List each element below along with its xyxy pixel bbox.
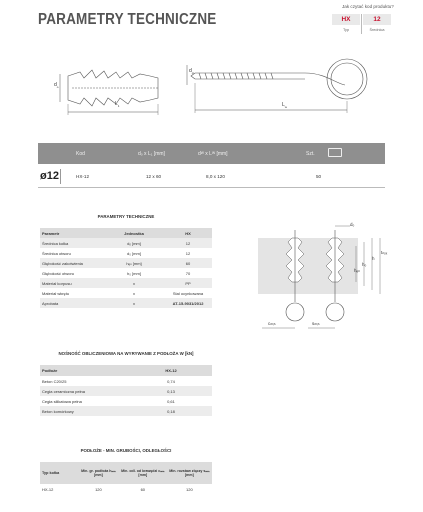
main-table-row [38, 167, 385, 188]
cell: 12 [185, 240, 191, 246]
params-h-hx: HX [185, 230, 191, 236]
table-row [40, 376, 212, 386]
table-row [40, 386, 212, 396]
table-row [40, 268, 212, 278]
min-table [40, 462, 212, 494]
plug-label-l: $L_1$ [115, 101, 120, 108]
cell-pcs: 50 [316, 174, 322, 179]
header-dim-screw: dᵂ x Lᵂ [mm] [198, 151, 228, 157]
cell: x [133, 300, 135, 306]
min-h-spacing: Min. rozstaw złączy sₘᵢₙ [mm] [169, 469, 210, 477]
install-label-h: h [372, 256, 375, 261]
header-pcs: Szt. [306, 151, 315, 157]
table-row [40, 298, 212, 308]
install-label-tfix: tₙₒₓ [381, 250, 388, 255]
cell: Średnica kołka [42, 240, 69, 246]
table-row [40, 484, 212, 494]
cell: hₑₙ [mm] [126, 260, 142, 266]
cell: 12 [185, 250, 191, 256]
cell: Aprobata [42, 300, 59, 306]
cell: Stal ocynkowana [172, 290, 204, 296]
params-table [40, 228, 212, 308]
cell: Głębokość zakotwienia [42, 260, 83, 266]
cell-dim-screw: 8,0 x 120 [206, 174, 225, 179]
cell: 0,13 [167, 388, 175, 394]
cell: Materiał wkrętu [42, 290, 70, 296]
min-h-type: Typ kołka [42, 471, 60, 475]
box-icon [328, 148, 342, 157]
code-label-diameter: Średnica [369, 28, 385, 32]
cell: h₀ [mm] [127, 270, 141, 276]
hook-label-l: $L_w$ [282, 102, 287, 109]
plug-label-d: $d_o$ [54, 82, 59, 89]
plug-drawing [50, 62, 180, 117]
code-part-diameter: 12 [363, 14, 391, 25]
cell: x [133, 280, 135, 286]
header-dim-plug: dₒ x L₁ [mm] [138, 151, 165, 157]
cell: Cegła silikatowa pełna [42, 398, 82, 404]
min-title: PODŁOŻE - MIN. GRUBOŚCI, ODLEGŁOŚCI [80, 448, 172, 453]
load-table [40, 365, 212, 416]
cell: HX-12 [42, 486, 54, 492]
load-h-hx12: HX-12 [165, 368, 177, 373]
params-header-row [40, 228, 212, 238]
main-table-header [38, 143, 385, 164]
install-label-hef: hₑₙ [354, 268, 360, 273]
hook-drawing [185, 55, 385, 125]
install-label-d0: d₀ [350, 222, 355, 227]
cell: Głębokość otworu [42, 270, 75, 276]
header-kod: Kod [76, 151, 85, 157]
params-h-param: Parametr [42, 230, 60, 236]
table-row [40, 238, 212, 248]
cell: Beton C20/25 [42, 378, 67, 384]
install-label-h0: h₀ [362, 262, 367, 267]
load-h-substrate: Podłoże [42, 368, 58, 373]
cell: x [133, 290, 135, 296]
cell: 0,74 [167, 378, 175, 384]
cell: 0,18 [167, 408, 175, 414]
min-h-thickness: Min. gr. podłoża hₘᵢₙ [mm] [81, 469, 116, 477]
cell: 0,61 [167, 398, 175, 404]
table-row [40, 278, 212, 288]
min-header-row [40, 462, 212, 484]
cell: 70 [185, 270, 191, 276]
diameter-label: ø12 [40, 170, 59, 182]
cell: 120 [95, 486, 102, 492]
params-h-unit: Jednostka [124, 230, 144, 236]
table-row [40, 248, 212, 258]
code-label-type: Typ [342, 28, 350, 32]
table-row [40, 288, 212, 298]
cell: 60 [185, 260, 191, 266]
table-row [40, 406, 212, 416]
cell: 60 [140, 486, 146, 492]
cell: Beton komórkowy [42, 408, 74, 414]
install-label-smin: sₘᵢₙ [312, 321, 320, 326]
cell: d₀ [mm] [127, 250, 141, 256]
code-part-type: HX [332, 14, 360, 25]
load-title: NOŚNOŚĆ OBLICZENIOWA NA WYRYWANIE Z PODŁOŻA W [kN] [58, 351, 194, 356]
hook-label-d: $d_d$ [189, 68, 194, 75]
installation-drawing [258, 224, 393, 334]
cell: Cegła ceramiczna pełna [42, 388, 85, 394]
cell: Średnica otworu [42, 250, 71, 256]
min-h-edge: Min. odl. od krawędzi cₘᵢₙ [mm] [121, 469, 165, 477]
params-title: PARAMETRY TECHNICZNE [97, 214, 155, 219]
page-title: PARAMETRY TECHNICZNE [38, 10, 217, 28]
cell: dₒ [mm] [127, 240, 141, 246]
cell: 120 [186, 486, 193, 492]
table-row [40, 396, 212, 406]
cell-code: HX-12 [76, 174, 90, 179]
cell: AT-15-9031/2012 [172, 300, 204, 306]
diameter-divider [60, 169, 61, 184]
table-row [40, 258, 212, 268]
cell-dim-plug: 12 x 60 [146, 174, 162, 179]
load-header-row [40, 365, 212, 376]
code-question: Jak czytać kod produktu? [342, 4, 394, 9]
cell: PP [185, 280, 191, 286]
code-divider [361, 14, 362, 34]
install-label-cmin: cₘᵢₙ [268, 321, 276, 326]
cell: Materiał korpusu [42, 280, 72, 286]
